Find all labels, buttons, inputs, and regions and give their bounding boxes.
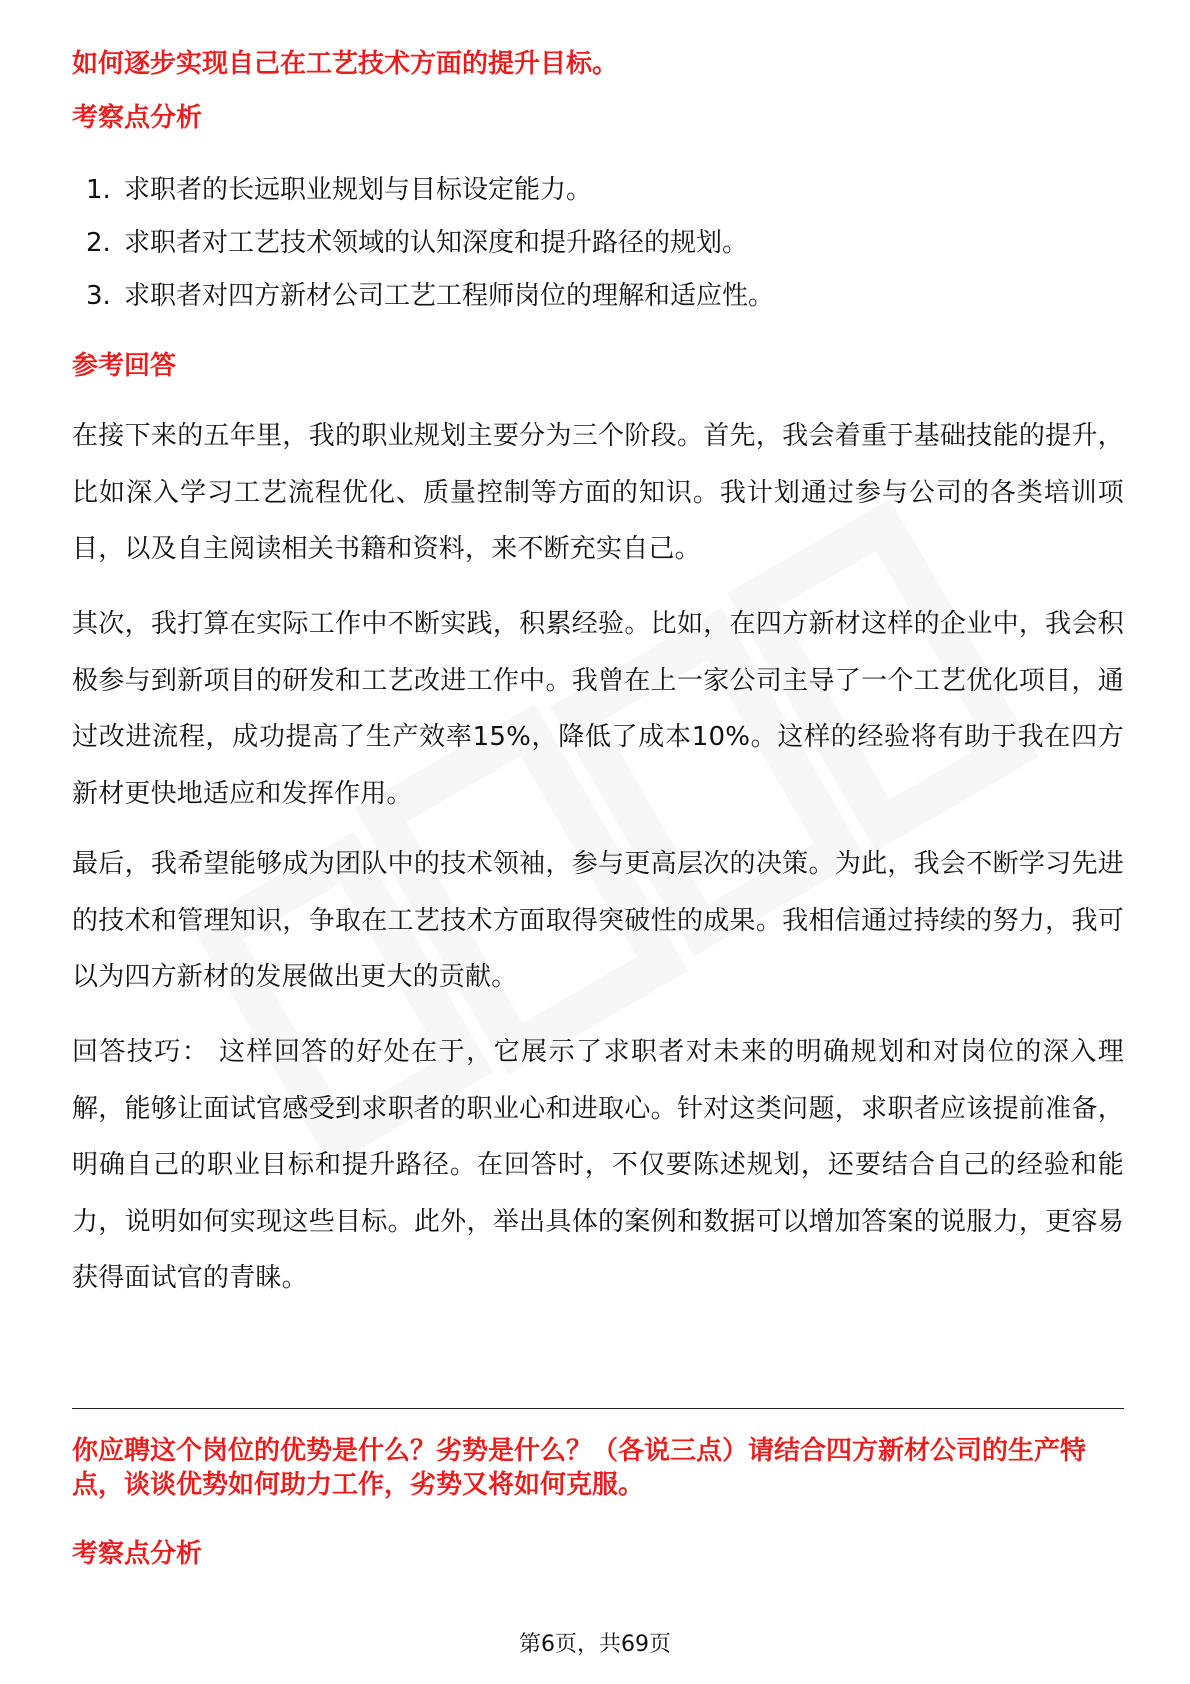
answer-paragraph: 其次，我打算在实际工作中不断实践，积累经验。比如，在四方新材这样的企业中，我会积极参与到新项目的研发和工艺改进工作中。我曾在上一家公司主导了一个工艺优化项目，通过改进流程，成功提高了生产效率15%，降低了成本10%。这样的经验将有助于我在四方新材更快地适应和发挥作用。 — [72, 609, 1124, 809]
page-number-footer: 第6页，共69页 — [519, 1632, 671, 1657]
point-text: 求职者对工艺技术领域的认知深度和提升路径的规划。 — [124, 228, 749, 258]
answer-tips-paragraph: 回答技巧： 这样回答的好处在于，它展示了求职者对未来的明确规划和对岗位的深入理解，能够让面试官感受到求职者的职业心和进取心。针对这类问题，求职者应该提前准备，明确自己的职业目标和提升路径。在回答时，不仅要陈述规划，还要结合自己的经验和能力，说明如何实现这些目标。此外，举出具体的案例和数据可以增加答案的说服力，更容易获得面试官的青睐。 — [72, 1037, 1124, 1294]
analysis-point — [72, 225, 1124, 261]
question-2-title: 你应聘这个岗位的优势是什么？劣势是什么？（各说三点）请结合四方新材公司的生产特点，谈谈优势如何助力工作，劣势又将如何克服。 — [72, 1436, 1087, 1500]
point-number: 3. — [86, 281, 111, 311]
answer-paragraph: 在接下来的五年里，我的职业规划主要分为三个阶段。首先，我会着重于基础技能的提升，比如深入学习工艺流程优化、质量控制等方面的知识。我计划通过参与公司的各类培训项目，以及自主阅读相关书籍和资料，来不断充实自己。 — [72, 421, 1124, 565]
analysis-point-list — [72, 172, 1124, 314]
question-1-title: 如何逐步实现自己在工艺技术方面的提升目标。 — [72, 49, 619, 79]
analysis-point — [72, 172, 1124, 208]
point-number: 2. — [86, 228, 111, 258]
answer-paragraph: 最后，我希望能够成为团队中的技术领袖，参与更高层次的决策。为此，我会不断学习先进的技术和管理知识，争取在工艺技术方面取得突破性的成果。我相信通过持续的努力，我可以为四方新材的发展做出更大的贡献。 — [72, 849, 1124, 993]
point-text: 求职者对四方新材公司工艺工程师岗位的理解和适应性。 — [124, 281, 775, 311]
question-1-analysis-label: 考察点分析 — [72, 103, 203, 133]
analysis-point — [72, 278, 1124, 314]
section-divider — [72, 1408, 1124, 1409]
answer-label: 参考回答 — [72, 351, 177, 381]
point-text: 求职者的长远职业规划与目标设定能力。 — [124, 175, 593, 205]
question-2-analysis-label: 考察点分析 — [72, 1539, 203, 1569]
point-number: 1. — [86, 175, 111, 205]
